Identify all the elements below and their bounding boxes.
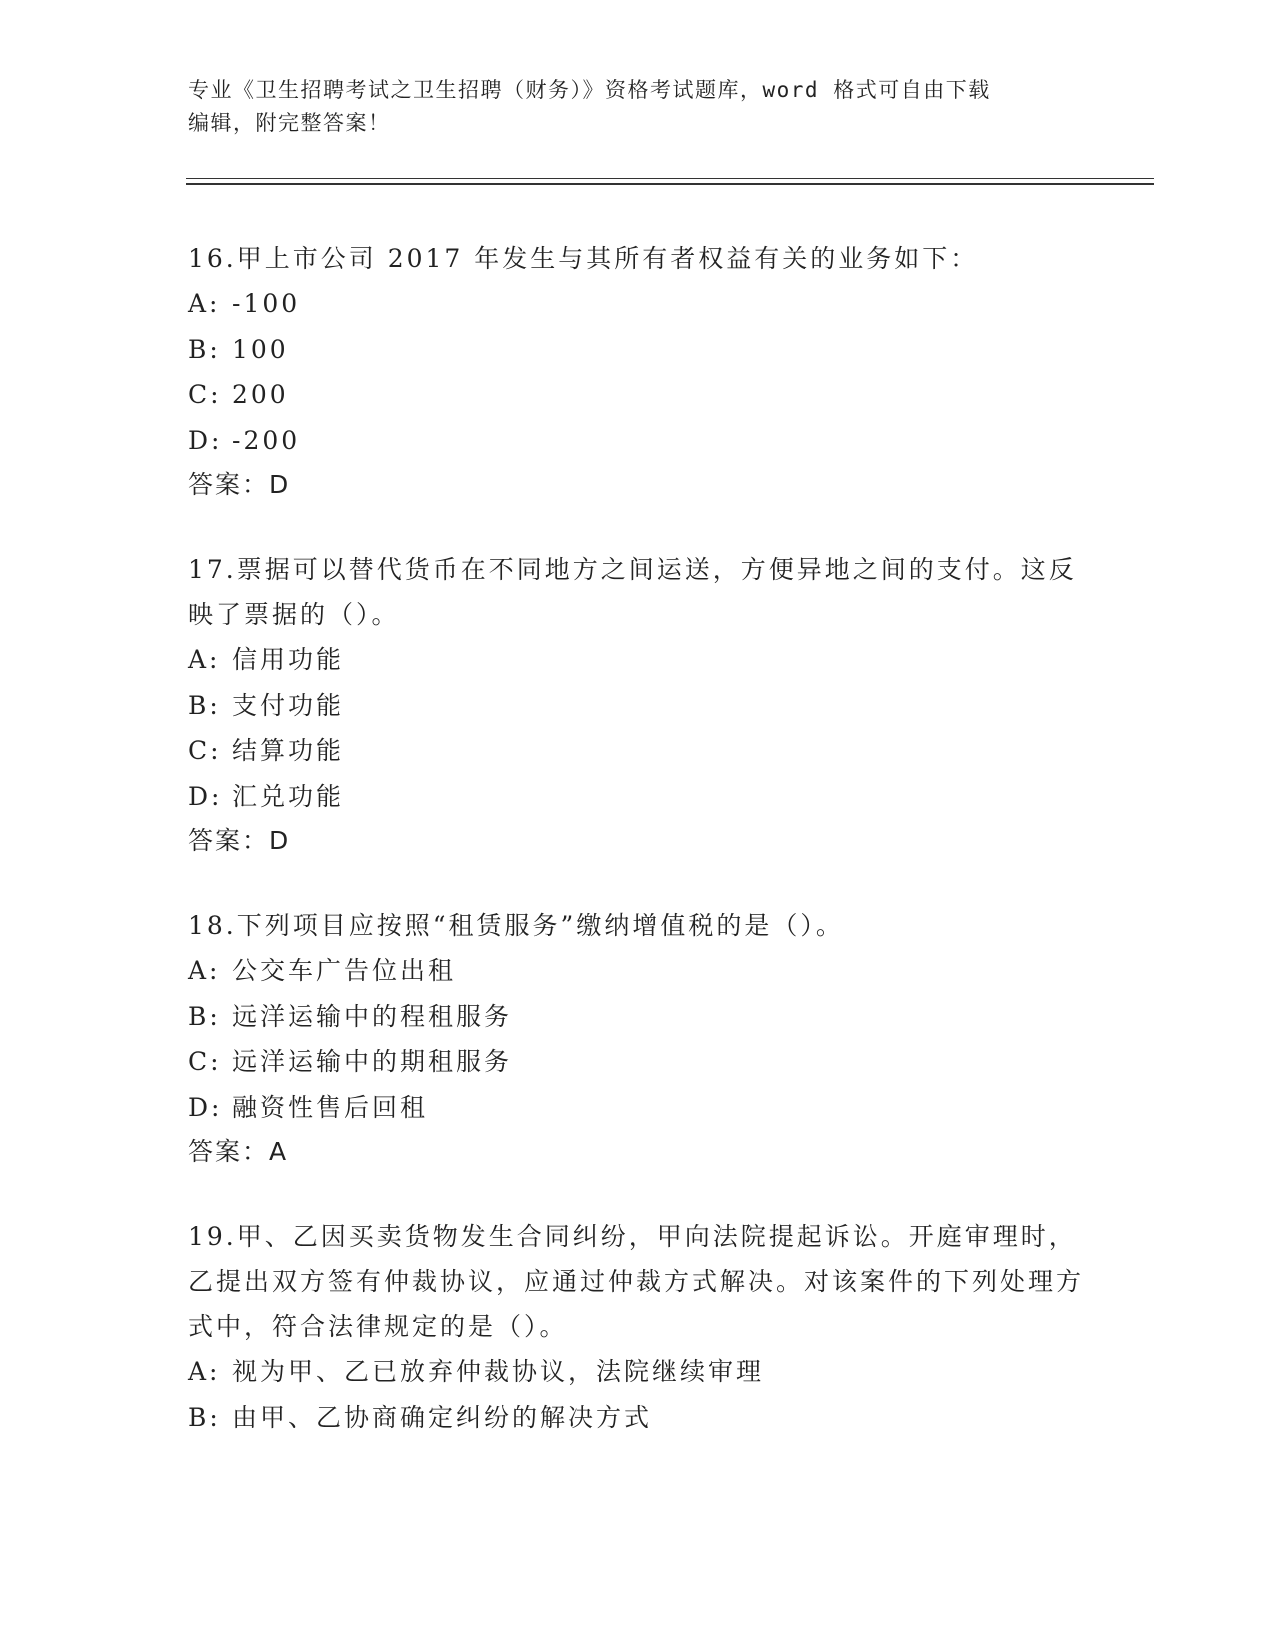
option-key: A: xyxy=(188,956,221,985)
option-a xyxy=(188,281,1088,327)
question-18 xyxy=(188,903,1088,1174)
header-divider-thin xyxy=(186,178,1154,179)
option-key: A: xyxy=(188,1357,221,1386)
answer-line: 答案：D xyxy=(188,470,291,499)
option-c xyxy=(188,728,1088,774)
option-d xyxy=(188,774,1088,820)
option-key: B: xyxy=(188,1402,221,1432)
question-stem: 18.下列项目应按照“租赁服务”缴纳增值税的是（）。 xyxy=(188,911,844,940)
option-key: B: xyxy=(188,1001,221,1031)
option-text: 100 xyxy=(232,334,289,364)
option-key: B: xyxy=(188,334,221,364)
option-text: 支付功能 xyxy=(232,690,345,720)
option-text: 远洋运输中的程租服务 xyxy=(232,1001,513,1031)
option-c xyxy=(188,372,1088,418)
option-c xyxy=(188,1039,1088,1085)
option-text: -200 xyxy=(232,425,301,455)
option-text: 汇兑功能 xyxy=(232,781,345,811)
question-stem: 19.甲、乙因买卖货物发生合同纠纷，甲向法院提起诉讼。开庭审理时，乙提出双方签有仲裁协议，应通过仲裁方式解决。对该案件的下列处理方式中，符合法律规定的是（）。 xyxy=(188,1222,1085,1341)
answer-line: 答案：D xyxy=(188,826,291,855)
option-key: C: xyxy=(188,380,222,409)
document-header xyxy=(188,74,1088,140)
option-key: C: xyxy=(188,736,222,765)
question-19 xyxy=(188,1214,1088,1440)
question-16 xyxy=(188,236,1088,507)
question-stem: 16.甲上市公司 2017 年发生与其所有者权益有关的业务如下： xyxy=(188,244,979,273)
header-line-1: 专业《卫生招聘考试之卫生招聘（财务）》资格考试题库，word 格式可自由下载 xyxy=(188,78,991,102)
option-key: D: xyxy=(188,425,223,455)
option-text: -100 xyxy=(232,289,301,318)
option-text: 视为甲、乙已放弃仲裁协议，法院继续审理 xyxy=(232,1357,765,1386)
header-line-2: 编辑，附完整答案！ xyxy=(188,111,391,135)
option-b xyxy=(188,1395,1088,1441)
question-stem: 17.票据可以替代货币在不同地方之间运送，方便异地之间的支付。这反映了票据的（）。 xyxy=(188,555,1077,629)
question-list xyxy=(188,236,1088,1480)
option-a xyxy=(188,1349,1088,1395)
answer-line: 答案：A xyxy=(188,1137,289,1166)
option-text: 公交车广告位出租 xyxy=(232,956,457,985)
option-text: 信用功能 xyxy=(232,645,345,674)
header-divider-thick xyxy=(186,183,1154,185)
option-key: D: xyxy=(188,781,223,811)
option-key: B: xyxy=(188,690,221,720)
option-key: D: xyxy=(188,1092,223,1122)
option-d xyxy=(188,1085,1088,1131)
option-key: A: xyxy=(188,289,221,318)
option-key: C: xyxy=(188,1047,222,1076)
option-key: A: xyxy=(188,645,221,674)
option-text: 结算功能 xyxy=(232,736,345,765)
option-text: 融资性售后回租 xyxy=(232,1092,429,1122)
option-b xyxy=(188,327,1088,373)
option-b xyxy=(188,994,1088,1040)
option-b xyxy=(188,683,1088,729)
option-text: 200 xyxy=(232,380,289,409)
option-a xyxy=(188,637,1088,683)
option-d xyxy=(188,418,1088,464)
option-a xyxy=(188,948,1088,994)
question-17 xyxy=(188,547,1088,863)
option-text: 远洋运输中的期租服务 xyxy=(232,1047,513,1076)
option-text: 由甲、乙协商确定纠纷的解决方式 xyxy=(232,1402,653,1432)
